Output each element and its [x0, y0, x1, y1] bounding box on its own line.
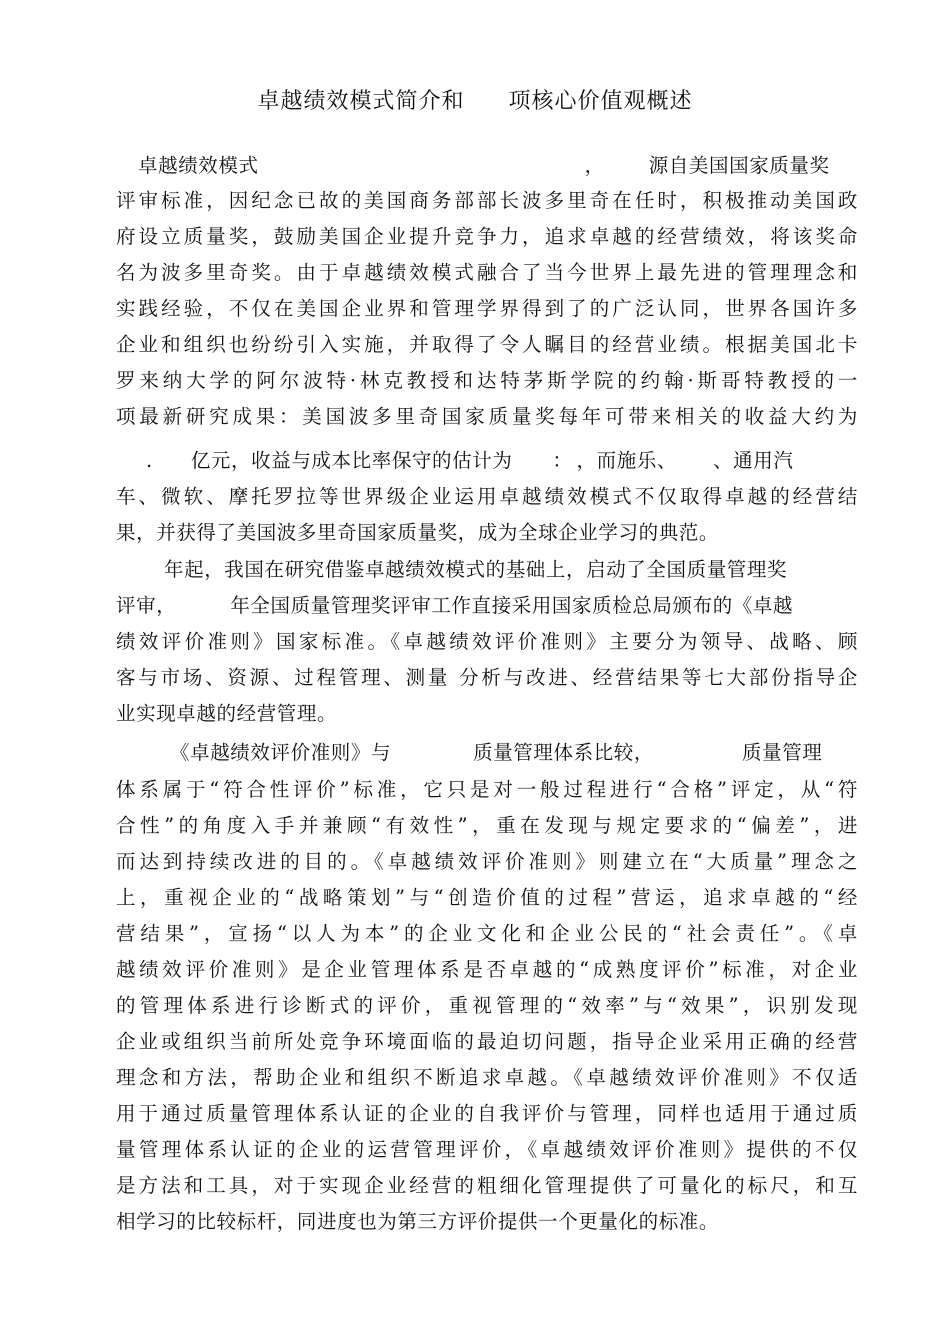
paragraph-line: 业实现卓越的经营管理。	[116, 702, 338, 725]
paragraph-line: 企业或组织当前所处竞争环境面临的最迫切问题，指导企业采用正确的经营	[116, 1030, 858, 1053]
paragraph-line: 合性”的角度入手并兼顾“有效性”，重在发现与规定要求的“偏差”，进	[116, 814, 858, 837]
paragraph-line: 评审标准，因纪念已故的美国商务部部长波多里奇在任时，积极推动美国政	[116, 189, 858, 212]
paragraph-line: 名为波多里奇奖。由于卓越绩效模式融合了当今世界上最先进的管理理念和	[116, 261, 858, 284]
paragraph-line: 相学习的比较标杆，同进度也为第三方评价提供一个更量化的标准。	[116, 1210, 720, 1233]
paragraph-line: 量管理体系认证的企业的运营管理评价，《卓越绩效评价准则》提供的不仅	[116, 1138, 858, 1161]
paragraph-line: . 亿元，收益与成本比率保守的估计为 ： ，而施乐、 、通用汽	[146, 449, 794, 472]
paragraph-line: 体系属于“符合性评价”标准，它只是对一般过程进行“合格”评定，从“符	[116, 778, 858, 801]
paragraph-line: 理念和方法，帮助企业和组织不断追求卓越。《卓越绩效评价准则》不仅适	[116, 1066, 858, 1089]
title-part-2: 项核心价值观概述	[508, 89, 693, 114]
title-part-1: 卓越绩效模式简介和	[257, 89, 465, 114]
paragraph-line: 果，并获得了美国波多里奇国家质量奖，成为全球企业学习的典范。	[116, 521, 720, 544]
paragraph-line: 营结果”，宣扬“以人为本”的企业文化和企业公民的“社会责任”。《卓	[116, 922, 858, 945]
paragraph-line: 企业和组织也纷纷引入实施，并取得了令人瞩目的经营业绩。根据美国北卡	[116, 333, 858, 356]
paragraph-line: 项最新研究成果：美国波多里奇国家质量奖每年可带来相关的收益大约为	[116, 405, 858, 428]
paragraph-line: 客与市场、资源、过程管理、测量 分析与改进、经营结果等七大部份指导企	[116, 666, 858, 689]
paragraph-line: 罗来纳大学的阿尔波特·林克教授和达特茅斯学院的约翰·斯哥特教授的一	[116, 369, 858, 392]
paragraph-line: 实践经验，不仅在美国企业界和管理学界得到了的广泛认同，世界各国许多	[116, 297, 858, 320]
paragraph-line: 而达到持续改进的目的。《卓越绩效评价准则》则建立在“大质量”理念之	[116, 850, 858, 873]
paragraph-line: 车、微软、摩托罗拉等世界级企业运用卓越绩效模式不仅取得卓越的经营结	[116, 485, 858, 508]
paragraph-line: 用于通过质量管理体系认证的企业的自我评价与管理，同样也适用于通过质	[116, 1102, 858, 1125]
paragraph-line: 年起，我国在研究借鉴卓越绩效模式的基础上，启动了全国质量管理奖	[164, 558, 788, 581]
paragraph-line: 《卓越绩效评价准则》与 质量管理体系比较， 质量管理	[170, 741, 823, 764]
paragraph-line: 绩效评价准则》国家标准。《卓越绩效评价准则》主要分为领导、战略、顾	[116, 630, 858, 653]
paragraph-line: 越绩效评价准则》是企业管理体系是否卓越的“成熟度评价”标准，对企业	[116, 958, 858, 981]
document-title	[0, 86, 950, 118]
paragraph-line: 上，重视企业的“战略策划”与“创造价值的过程”营运，追求卓越的“经	[116, 886, 858, 909]
paragraph-line: 评审， 年全国质量管理奖评审工作直接采用国家质检总局颁布的《卓越	[116, 594, 794, 617]
paragraph-line: 的管理体系进行诊断式的评价，重视管理的“效率”与“效果”，识别发现	[116, 994, 858, 1017]
paragraph-line: 府设立质量奖，鼓励美国企业提升竞争力，追求卓越的经营绩效，将该奖命	[116, 225, 858, 248]
paragraph-line: 是方法和工具，对于实现企业经营的粗细化管理提供了可量化的标尺，和互	[116, 1174, 858, 1197]
paragraph-line: 卓越绩效模式 ， 源自美国国家质量奖	[138, 154, 830, 177]
